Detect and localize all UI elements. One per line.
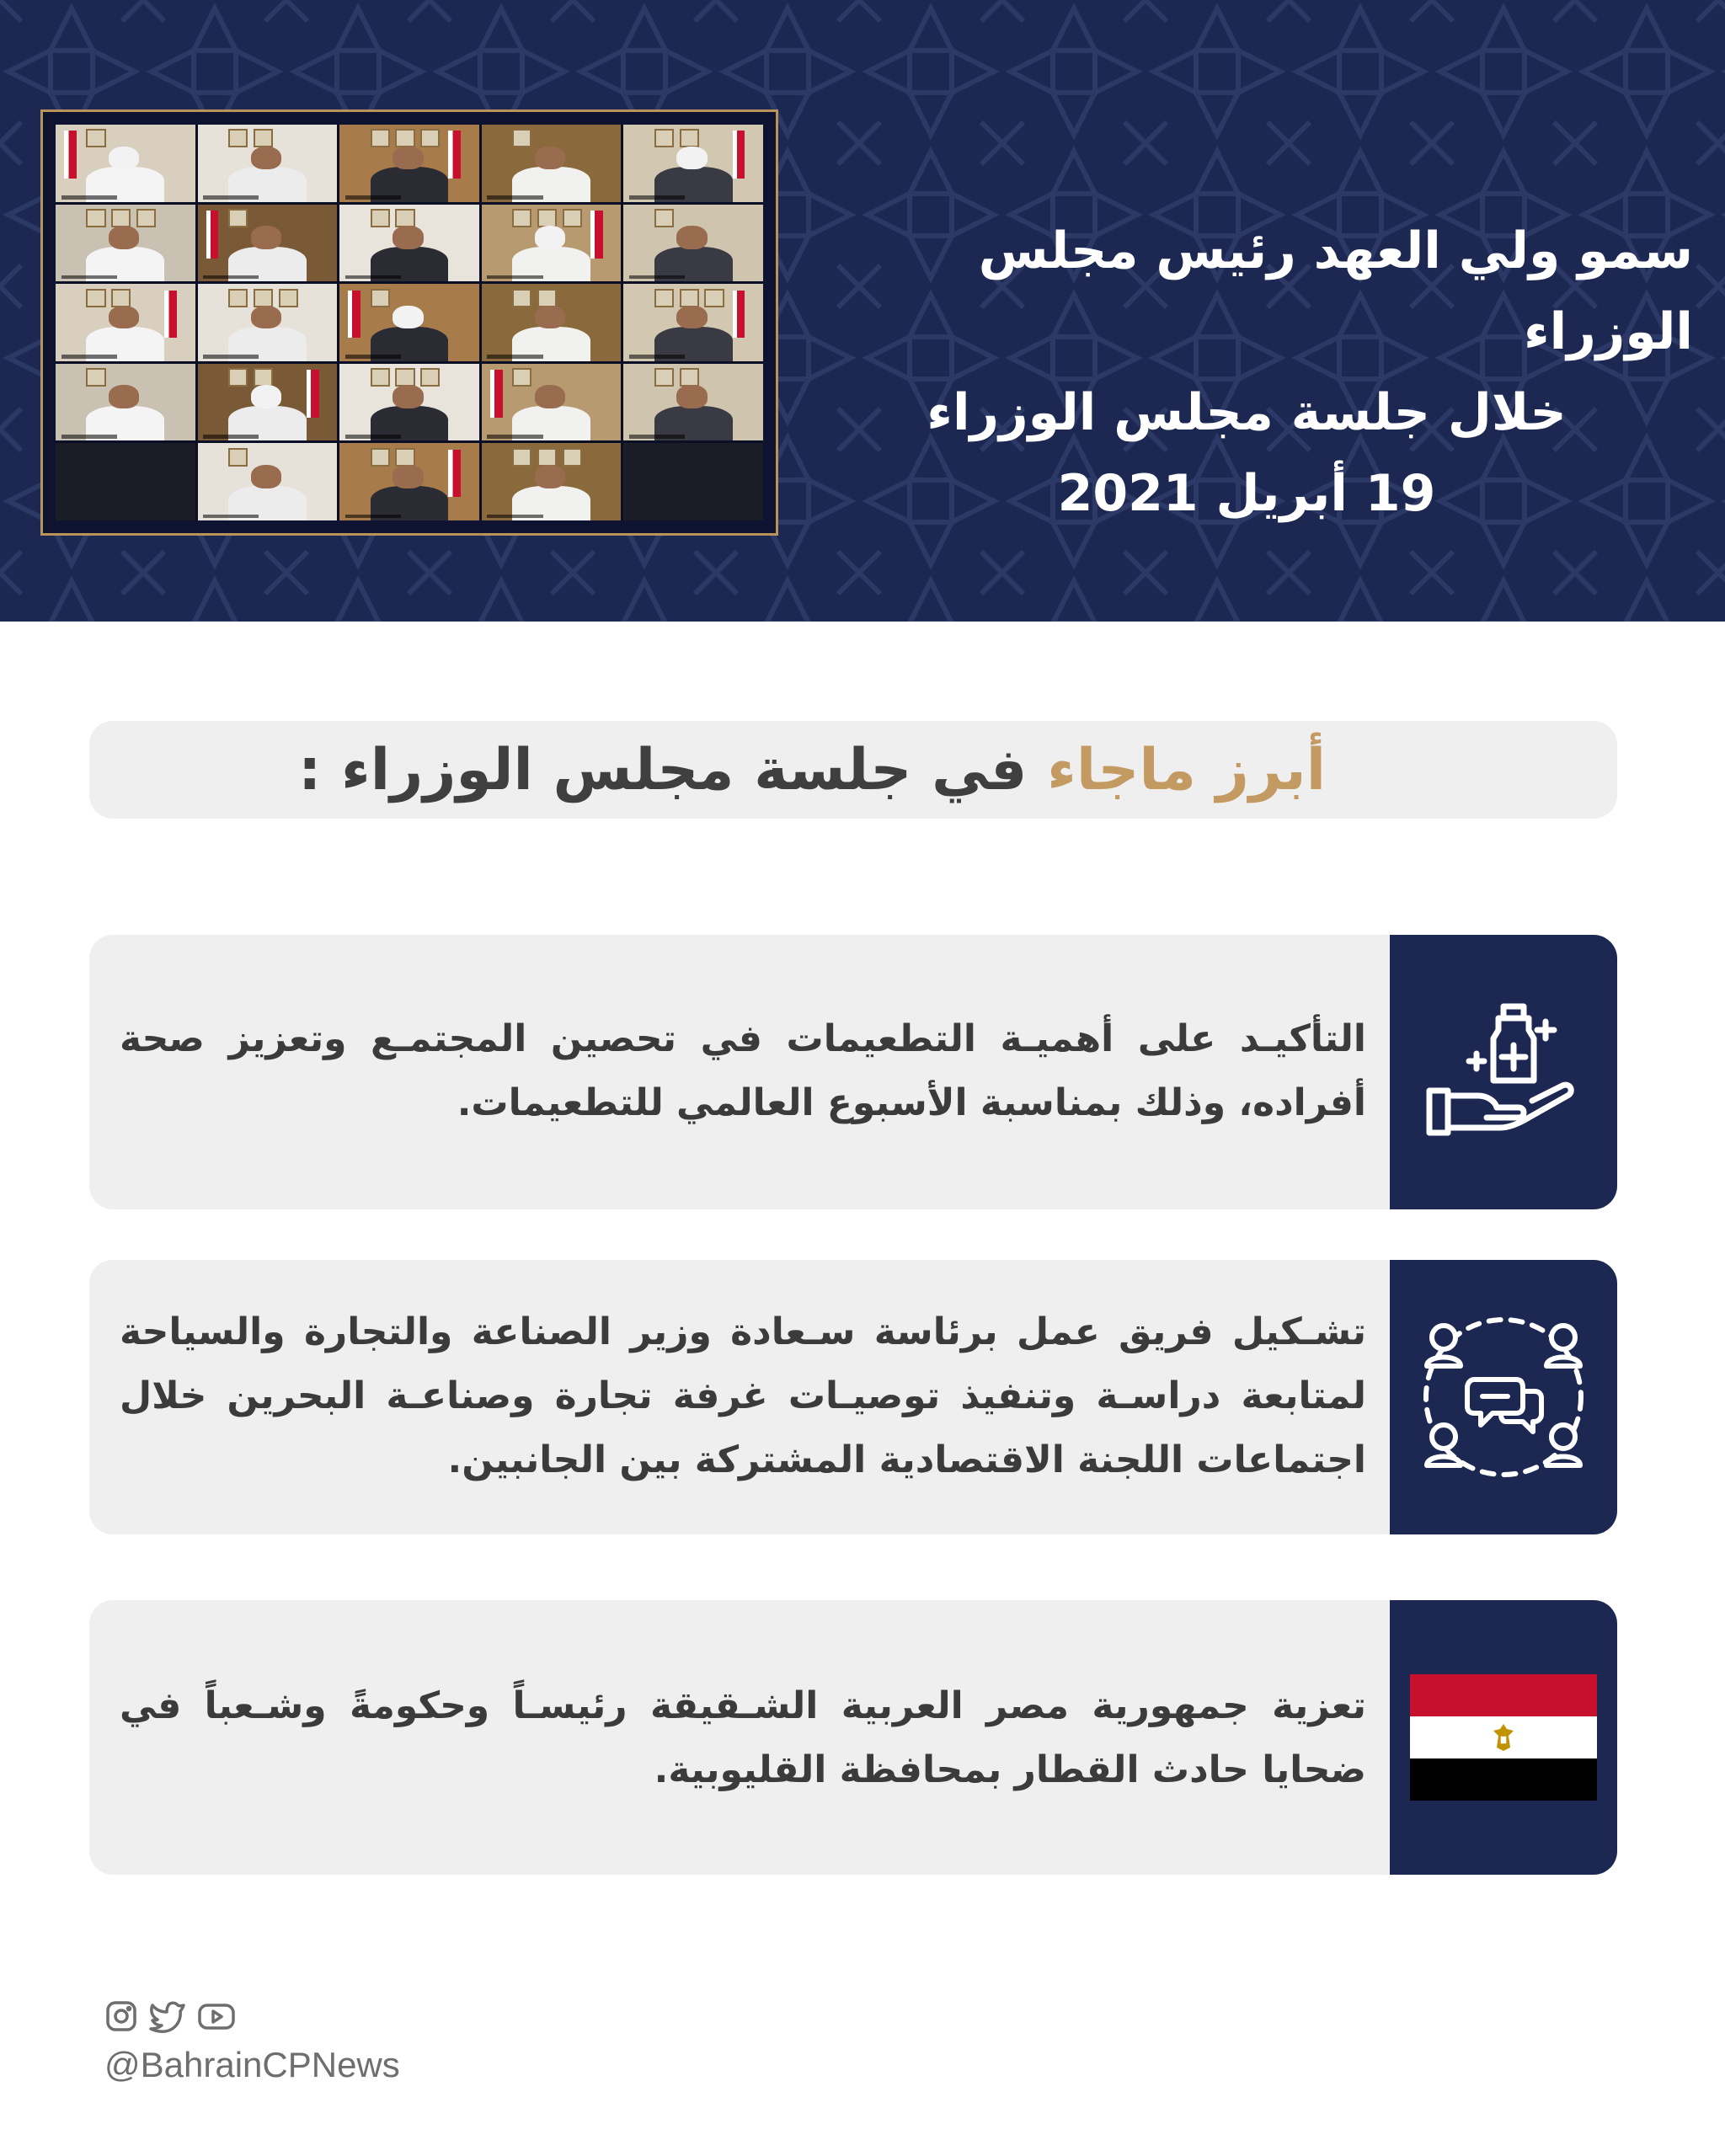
participant-tile [56,364,195,441]
highlights-heading [298,737,1326,803]
participant-tile [482,284,622,361]
eagle-emblem-icon [1492,1722,1515,1753]
icon-panel [1390,1260,1617,1534]
participant-tile [339,125,479,202]
icon-panel [1390,935,1617,1209]
title-line-1: سمو ولي العهد رئيس مجلس الوزراء [978,221,1693,361]
participant-tile [623,125,763,202]
footer [104,1999,400,2085]
participant-tile [339,443,479,520]
social-handle[interactable]: @BahrainCPNews [104,2045,400,2084]
highlight-card-condolence [89,1600,1617,1875]
twitter-icon[interactable] [148,1999,187,2033]
highlight-text: تشـكيل فريق عمل برئاسة سـعادة وزير الصناعة والتجارة والسياحة لمتابعة دراسـة وتنفيذ توصيـات غرفة تجارة وصناعـة البحرين خلال اجتماعات اللجنة الاقتصادية المشتركة بين الجانبين. [120,1310,1366,1481]
participant-tile [482,205,622,282]
icon-panel [1390,1600,1617,1875]
participant-tile [56,443,195,520]
participant-tile [198,443,338,520]
highlight-card-working-team [89,1260,1617,1534]
participant-tile [198,364,338,441]
participant-tile [198,205,338,282]
participant-tile [482,125,622,202]
title-date: 19 أبريل 2021 [1057,464,1436,523]
egypt-flag-icon [1410,1674,1597,1801]
vaccine-hand-icon [1419,996,1588,1148]
highlights-accent-text: أبرز ماجاء [1047,736,1326,803]
participant-tile [198,284,338,361]
team-discussion-icon [1415,1309,1592,1486]
highlights-heading-bar [89,721,1617,819]
video-conference-photo [40,109,778,536]
flag-black-band [1410,1758,1597,1801]
header-banner [0,0,1725,622]
participant-tile [339,205,479,282]
participant-tile [623,284,763,361]
participant-tile [339,284,479,361]
participant-tile [56,284,195,361]
highlight-card-vaccination [89,935,1617,1209]
participant-tile [339,364,479,441]
participant-tile [56,125,195,202]
flag-white-band [1410,1716,1597,1758]
participant-tile [482,443,622,520]
flag-red-band [1410,1674,1597,1716]
participant-tile [623,205,763,282]
title-line-2: خلال جلسة مجلس الوزراء [927,383,1567,442]
participant-tile [56,205,195,282]
participant-tile [482,364,622,441]
highlights-rest-text: في جلسة مجلس الوزراء : [298,736,1028,803]
highlight-text: تعزية جمهورية مصر العربية الشـقيقة رئيسـاً وحكومةً وشـعباً في ضحايا حادث القطار بمحافظة القليوبية. [120,1684,1366,1791]
video-conference-grid [56,125,763,520]
participant-tile [198,125,338,202]
youtube-icon[interactable] [197,1999,236,2033]
highlight-text: التأكيـد على أهميـة التطعيمات في تحصين المجتمـع وتعزيز صحة أفراده، وذلك بمناسبة الأسبوع العالمي للتطعيمات. [120,1017,1366,1124]
social-icons [104,1999,400,2033]
title-block [800,211,1693,534]
instagram-icon[interactable] [104,1999,138,2033]
participant-tile [623,364,763,441]
participant-tile [623,443,763,520]
